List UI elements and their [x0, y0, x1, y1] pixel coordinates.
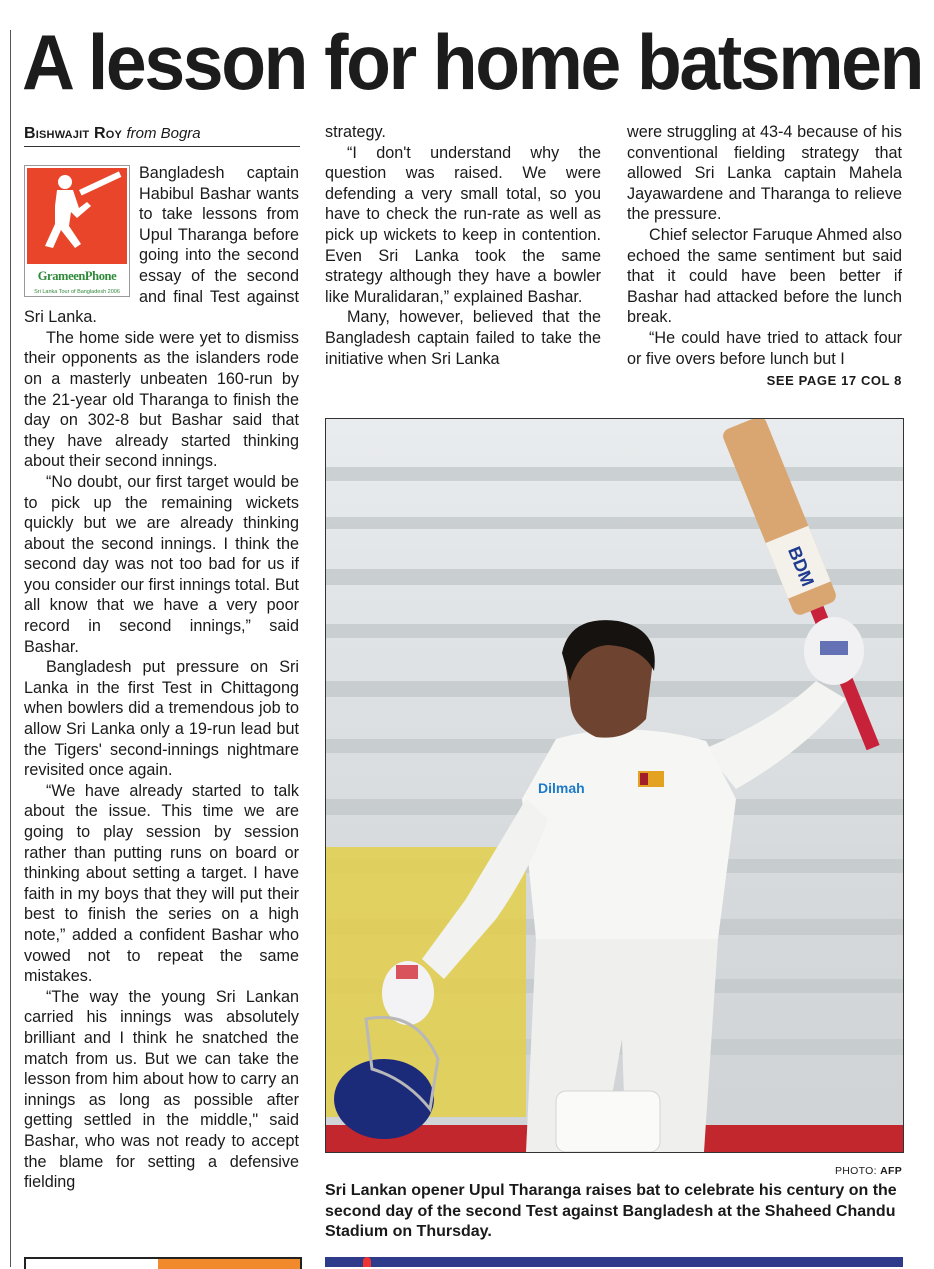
photo-credit-label: PHOTO: — [835, 1165, 877, 1177]
paragraph: strategy. — [325, 123, 386, 141]
advertisement-strip — [325, 1257, 903, 1267]
byline — [24, 124, 300, 147]
photo-credit — [627, 1165, 902, 1177]
sponsor-logo — [24, 165, 130, 297]
headline: A lesson for home batsmen — [22, 18, 923, 106]
news-photo — [325, 418, 904, 1153]
column-rule — [10, 30, 11, 1267]
shirt-sponsor-label: Dilmah — [538, 780, 585, 796]
batsman-celebration-photo — [326, 419, 903, 1152]
photo-credit-source: AFP — [880, 1165, 902, 1177]
paragraph: Bangladesh captain Habibul Bashar wants to take lessons from Upul Tharanga before going into the second essay of the second and final Test against Sri Lanka. — [24, 164, 299, 327]
paragraph: Chief selector Faruque Ahmed also echoed the same sentiment but said that it could have been better if Bashar had attacked before the lunch break. — [627, 225, 902, 327]
paragraph: “I don't understand why the question was raised. We were defending a very small total, so you have to check the run-rate as well as pick up wickets to keep in contention. Even Sri Lanka took the same strategy although they have a bowler like Muralidaran,” explained Bashar. — [325, 143, 601, 306]
paragraph: “He could have tried to attack four or five overs before lunch but I — [627, 328, 902, 368]
paragraph: “We have already started to talk about the issue. This time we are going to play session by session rather than putting runs on board or thinking about setting a target. I have faith in my boys that they will put their best to finish the series on a high note,” added a confident Bashar who vowed not to repeat the same mistakes. — [24, 781, 299, 986]
paragraph: The home side were yet to dismiss their opponents as the islanders rode on a masterly unbeaten 160-run by the 21-year old Tharanga to finish the day on 302-8 but Bashar said that they have already started thinking about their second innings. — [24, 328, 299, 471]
paragraph: “The way the young Sri Lankan carried his innings was absolutely brilliant and I think he snatched the match from us. But we can take the lesson from him about how to carry an innings as long as possible after getting settled in the middle," said Bashar, who was not ready to accept the blame for setting a defensive fielding — [24, 987, 299, 1192]
bat-brand-label: BDM — [784, 543, 818, 590]
photo-caption: Sri Lankan opener Upul Tharanga raises bat to celebrate his century on the second day of the second Test against Bangladesh at the Shaheed Chandu Stadium on Thursday. — [325, 1182, 897, 1240]
cricket-batsman-icon — [27, 168, 127, 264]
article-column-3 — [627, 122, 902, 369]
sponsor-subtitle: Sri Lanka Tour of Bangladesh 2006 — [34, 289, 120, 295]
paragraph: Many, however, believed that the Bangladesh captain failed to take the initiative when Sri Lanka — [325, 308, 601, 368]
sponsor-brand: GrameenPhone — [37, 269, 117, 283]
paragraph: “No doubt, our first target would be to pick up the remaining wickets quickly but we are already thinking about the second innings. I think the second day was not too bad for us if you consider our first innings total. But all know that we have a very poor record in second innings,” said Bashar. — [24, 472, 299, 656]
paragraph: were struggling at 43-4 because of his conventional fielding strategy that allowed Sri Lanka captain Mahela Jayawardene and Tharanga to relieve the pressure. — [627, 123, 902, 224]
paragraph: Bangladesh put pressure on Sri Lanka in the first Test in Chittagong when bowlers did a tremendous job to allow Sri Lanka only a 19-run lead but the Tigers' second-innings nightmare revisited once again. — [24, 658, 299, 780]
article-column-2 — [325, 122, 601, 369]
article-column-1 — [24, 163, 299, 1193]
byline-author: Bishwajit Roy — [24, 125, 122, 142]
next-story-box — [24, 1257, 302, 1269]
continued-jump-line: SEE PAGE 17 COL 8 — [766, 373, 902, 388]
byline-location: from Bogra — [126, 125, 201, 142]
